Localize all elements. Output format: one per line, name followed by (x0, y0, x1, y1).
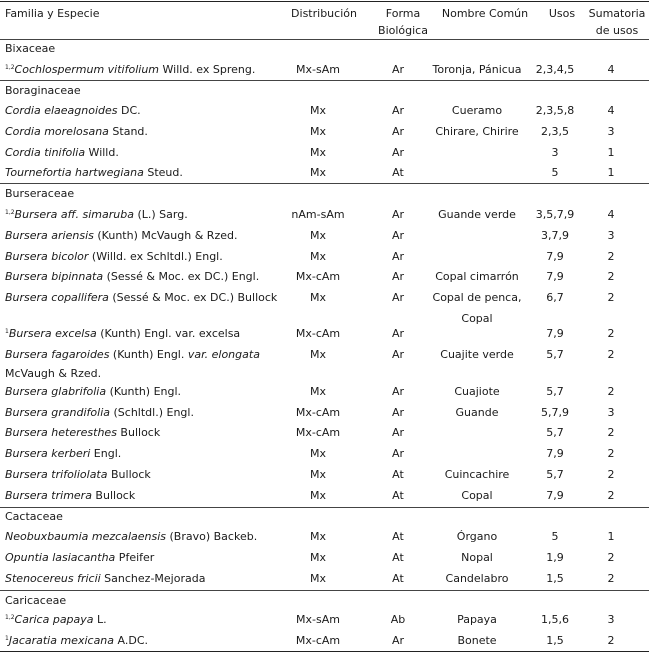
usos-cell: 5,7 (546, 426, 564, 439)
distribucion-cell: Mx (309, 250, 327, 263)
forma-cell: At (392, 468, 404, 481)
species-name: Bursera trifoliolata (5, 468, 108, 481)
header-familia: Familia y Especie (5, 7, 100, 20)
species-variety: var. elongata (187, 348, 260, 361)
distribucion-cell: Mx-cAm (295, 406, 341, 419)
forma-cell: At (392, 530, 404, 543)
species-name: Bursera trimera (5, 489, 92, 502)
suma-cell: 2 (607, 250, 615, 263)
species-cell (5, 348, 260, 361)
rule-family (0, 80, 649, 81)
usos-cell: 7,9 (546, 250, 564, 263)
species-name: Bursera ariensis (5, 229, 94, 242)
distribucion-cell: Mx-cAm (295, 270, 341, 283)
forma-cell: At (392, 166, 404, 179)
species-cell (5, 104, 141, 117)
species-name: Neobuxbaumia mezcalaensis (5, 530, 166, 543)
species-cell (5, 447, 121, 460)
species-author: A.DC. (114, 634, 149, 647)
distribucion-cell: Mx (309, 125, 327, 138)
forma-cell: Ab (390, 613, 406, 626)
forma-cell: Ar (391, 447, 405, 460)
usos-cell: 2,3,5 (541, 125, 569, 138)
species-author: Willd. (85, 146, 119, 159)
forma-cell: Ar (391, 327, 405, 340)
forma-cell: Ar (391, 208, 405, 221)
suma-cell: 2 (607, 385, 615, 398)
distribucion-cell: Mx (309, 104, 327, 117)
header-usos: Usos (548, 7, 576, 20)
distribucion-cell: Mx (309, 530, 327, 543)
species-name: Cordia elaeagnoides (5, 104, 118, 117)
forma-cell: Ar (391, 291, 405, 304)
distribucion-cell: Mx-sAm (296, 613, 340, 626)
species-cell (5, 530, 257, 543)
species-cell (5, 229, 237, 242)
species-cell (5, 270, 259, 283)
species-author: (Kunth) Engl. (106, 385, 182, 398)
forma-cell: Ar (391, 229, 405, 242)
forma-cell: Ar (391, 146, 405, 159)
species-author: (Schltdl.) Engl. (110, 406, 194, 419)
suma-cell: 3 (607, 613, 615, 626)
distribucion-cell: Mx-cAm (295, 426, 341, 439)
nombre-cell: Toronja, Pánicua (432, 63, 522, 76)
species-author: Sanchez-Mejorada (100, 572, 206, 585)
species-name: Cochlospermum vitifolium (14, 63, 160, 76)
species-name: Bursera heteresthes (5, 426, 117, 439)
distribucion-cell: Mx-cAm (295, 327, 341, 340)
species-author: DC. (117, 104, 141, 117)
usos-cell: 3 (551, 146, 559, 159)
species-cell (5, 385, 181, 398)
suma-cell: 3 (607, 229, 615, 242)
suma-cell: 2 (607, 634, 615, 647)
suma-cell: 2 (607, 551, 615, 564)
distribucion-cell: Mx (309, 447, 327, 460)
species-author: (Sessé & Moc. ex DC.) Engl. (103, 270, 260, 283)
species-name: Bursera aff. simaruba (14, 208, 134, 221)
usos-cell: 5,7 (546, 385, 564, 398)
species-cell (5, 125, 148, 138)
suma-cell: 2 (607, 426, 615, 439)
distribucion-cell: Mx (309, 385, 327, 398)
family-heading: Caricaceae (5, 594, 67, 607)
family-heading: Boraginaceae (5, 84, 81, 97)
species-cell (5, 166, 183, 179)
usos-cell: 1,9 (546, 551, 564, 564)
usos-cell: 1,5 (546, 634, 564, 647)
suma-cell: 2 (607, 327, 615, 340)
nombre-cell: Cuajiote (454, 385, 500, 398)
rule-header (0, 39, 649, 40)
forma-cell: Ar (391, 250, 405, 263)
nombre-cell-continued: Copal (461, 312, 493, 325)
rule-family (0, 590, 649, 591)
header-suma-2: de usos (595, 24, 639, 37)
nombre-cell: Copal de penca, (432, 291, 522, 304)
species-author: Pfeifer (115, 551, 155, 564)
species-author: Engl. (90, 447, 122, 460)
species-name: Jacaratia mexicana (8, 634, 115, 647)
species-author-continued: McVaugh & Rzed. (5, 367, 102, 380)
species-name: Cordia morelosana (5, 125, 109, 138)
species-cell (5, 146, 119, 159)
forma-cell: Ar (391, 104, 405, 117)
species-author: (Kunth) McVaugh & Rzed. (93, 229, 238, 242)
species-name: Stenocereus fricii (5, 572, 101, 585)
nombre-cell: Bonete (457, 634, 497, 647)
species-cell (5, 63, 255, 76)
forma-cell: Ar (391, 634, 405, 647)
species-author: L. (93, 613, 107, 626)
footnote-marker: 1 (5, 635, 9, 642)
forma-cell: Ar (391, 348, 405, 361)
nombre-cell: Cuincachire (444, 468, 510, 481)
usos-cell: 5 (551, 166, 559, 179)
suma-cell: 3 (607, 125, 615, 138)
species-author: Steud. (143, 166, 183, 179)
species-cell (5, 634, 148, 647)
suma-cell: 3 (607, 406, 615, 419)
species-cell (5, 327, 240, 340)
species-author: Bullock (107, 468, 151, 481)
nombre-cell: Chirare, Chirire (435, 125, 519, 138)
forma-cell: Ar (391, 406, 405, 419)
species-name: Carica papaya (14, 613, 94, 626)
species-cell (5, 208, 188, 221)
nombre-cell: Cueramo (451, 104, 503, 117)
species-cell (5, 426, 160, 439)
usos-cell: 1,5,6 (541, 613, 569, 626)
species-name: Bursera bipinnata (5, 270, 104, 283)
species-cell (5, 250, 223, 263)
distribucion-cell: Mx-cAm (295, 634, 341, 647)
distribucion-cell: nAm-sAm (291, 208, 345, 221)
suma-cell: 1 (607, 530, 615, 543)
forma-cell: At (392, 551, 404, 564)
forma-cell: At (392, 572, 404, 585)
nombre-cell: Guande verde (438, 208, 516, 221)
species-cell (5, 468, 151, 481)
nombre-cell: Guande (455, 406, 499, 419)
family-heading: Bixaceae (5, 42, 56, 55)
species-cell (5, 406, 194, 419)
usos-cell: 5,7 (546, 348, 564, 361)
usos-cell: 3,5,7,9 (535, 208, 575, 221)
forma-cell: Ar (391, 385, 405, 398)
species-author: (Kunth) Engl. (109, 348, 188, 361)
usos-cell: 6,7 (546, 291, 564, 304)
distribucion-cell: Mx (309, 572, 327, 585)
nombre-cell: Nopal (461, 551, 493, 564)
species-cell (5, 551, 154, 564)
suma-cell: 2 (607, 270, 615, 283)
distribucion-cell: Mx (309, 229, 327, 242)
species-name: Bursera grandifolia (5, 406, 111, 419)
suma-cell: 1 (607, 166, 615, 179)
distribucion-cell: Mx (309, 291, 327, 304)
species-author: (Kunth) Engl. var. excelsa (96, 327, 241, 340)
usos-cell: 3,7,9 (541, 229, 569, 242)
species-cell (5, 613, 107, 626)
species-cell (5, 489, 135, 502)
header-forma-2: Biológica (378, 24, 428, 37)
usos-cell: 5,7 (546, 468, 564, 481)
nombre-cell: Copal (461, 489, 493, 502)
usos-cell: 7,9 (546, 489, 564, 502)
suma-cell: 1 (607, 146, 615, 159)
species-name: Bursera excelsa (8, 327, 97, 340)
footnote-marker: 1,2 (5, 209, 15, 216)
distribucion-cell: Mx (309, 468, 327, 481)
species-author: Stand. (108, 125, 148, 138)
species-name: Bursera fagaroides (5, 348, 110, 361)
nombre-cell: Copal cimarrón (435, 270, 519, 283)
rule-top (0, 1, 649, 2)
species-author: Bullock (91, 489, 136, 502)
species-name: Tournefortia hartwegiana (5, 166, 144, 179)
distribucion-cell: Mx (309, 166, 327, 179)
suma-cell: 2 (607, 468, 615, 481)
rule-family (0, 183, 649, 184)
species-author: (Sessé & Moc. ex DC.) Bullock (108, 291, 278, 304)
usos-cell: 7,9 (546, 270, 564, 283)
species-author: Willd. ex Spreng. (159, 63, 256, 76)
distribucion-cell: Mx (309, 551, 327, 564)
species-author: Bullock (116, 426, 161, 439)
suma-cell: 4 (607, 208, 615, 221)
forma-cell: Ar (391, 270, 405, 283)
species-name: Bursera kerberi (5, 447, 91, 460)
footnote-marker: 1 (5, 328, 9, 335)
footnote-marker: 1,2 (5, 614, 15, 621)
suma-cell: 2 (607, 489, 615, 502)
footnote-marker: 1,2 (5, 64, 15, 71)
suma-cell: 2 (607, 291, 615, 304)
distribucion-cell: Mx-sAm (296, 63, 340, 76)
header-nombre: Nombre Común (441, 7, 529, 20)
forma-cell: Ar (391, 426, 405, 439)
species-author: (L.) Sarg. (133, 208, 188, 221)
usos-cell: 1,5 (546, 572, 564, 585)
species-author: (Bravo) Backeb. (166, 530, 258, 543)
header-forma-1: Forma (385, 7, 421, 20)
suma-cell: 2 (607, 348, 615, 361)
species-name: Opuntia lasiacantha (5, 551, 116, 564)
family-heading: Cactaceae (5, 510, 63, 523)
usos-cell: 5,7,9 (541, 406, 569, 419)
species-name: Cordia tinifolia (5, 146, 86, 159)
rule-bottom (0, 651, 649, 652)
suma-cell: 4 (607, 63, 615, 76)
forma-cell: Ar (391, 63, 405, 76)
family-heading: Burseraceae (5, 187, 75, 200)
header-distribucion: Distribución (291, 7, 357, 20)
usos-cell: 5 (551, 530, 559, 543)
usos-cell: 2,3,5,8 (535, 104, 575, 117)
forma-cell: Ar (391, 125, 405, 138)
nombre-cell: Candelabro (445, 572, 509, 585)
species-author: (Willd. ex Schltdl.) Engl. (88, 250, 223, 263)
header-suma-1: Sumatoria (588, 7, 646, 20)
nombre-cell: Papaya (457, 613, 497, 626)
usos-cell: 7,9 (546, 327, 564, 340)
distribucion-cell: Mx (309, 489, 327, 502)
nombre-cell: Cuajite verde (440, 348, 514, 361)
nombre-cell: Órgano (456, 530, 498, 543)
usos-cell: 2,3,4,5 (535, 63, 575, 76)
species-name: Bursera copallifera (5, 291, 109, 304)
species-name: Bursera glabrifolia (5, 385, 107, 398)
rule-family (0, 507, 649, 508)
suma-cell: 4 (607, 104, 615, 117)
distribucion-cell: Mx (309, 348, 327, 361)
suma-cell: 2 (607, 447, 615, 460)
species-name: Bursera bicolor (5, 250, 89, 263)
distribucion-cell: Mx (309, 146, 327, 159)
species-cell (5, 572, 205, 585)
usos-cell: 7,9 (546, 447, 564, 460)
suma-cell: 2 (607, 572, 615, 585)
forma-cell: At (392, 489, 404, 502)
species-cell (5, 291, 277, 304)
